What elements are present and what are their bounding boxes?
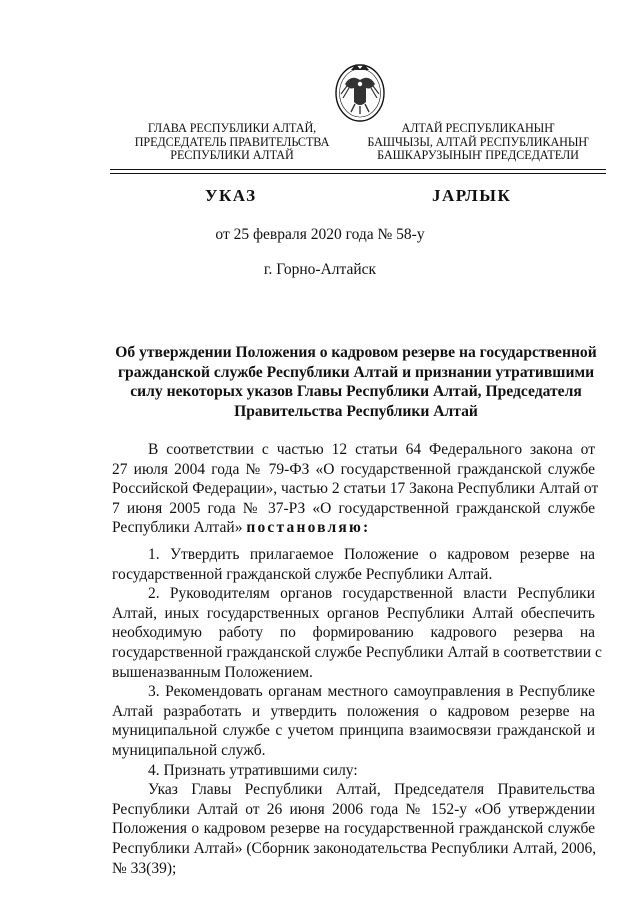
body-line: вышеназванным Положением. bbox=[112, 663, 313, 681]
body-line: государственной гражданской службе Республики Алтай. bbox=[112, 565, 493, 583]
body-line: № 33(39); bbox=[112, 859, 177, 877]
decree-items bbox=[112, 545, 602, 878]
body-line: 7 июня 2005 года № 37-РЗ «О государственной гражданской службе bbox=[112, 499, 595, 517]
body-line: В соответствии с частью 12 статьи 64 Федерального закона от bbox=[148, 441, 595, 458]
body-line: муниципальной служб. bbox=[112, 741, 266, 759]
title-line: силу некоторых указов Главы Республики Алтай, Председателя bbox=[130, 383, 582, 400]
issuer-header-russian bbox=[112, 122, 352, 163]
body-line: Республики Алтай» (Сборник законодательства Республики Алтай, 2006, bbox=[112, 839, 597, 857]
decree-city: г. Горно-Алтайск bbox=[263, 261, 377, 278]
body-line: необходимую работу по формированию кадрового резерва на bbox=[112, 624, 595, 642]
header-divider-thin bbox=[110, 173, 606, 174]
header-line: БАШЧЫЗЫ, АЛТАЙ РЕСПУБЛИКАНЫҤ bbox=[367, 134, 589, 149]
decree-title bbox=[112, 343, 600, 421]
body-line: Указ Главы Республики Алтай, Председателя Правительства bbox=[148, 781, 595, 799]
header-line: ПРЕДСЕДАТЕЛЬ ПРАВИТЕЛЬСТВА bbox=[134, 134, 330, 149]
body-line: 2. Руководителям органов государственной власти Республики bbox=[148, 585, 595, 603]
header-line: АЛТАЙ РЕСПУБЛИКАНЫҤ bbox=[401, 121, 555, 135]
decree-word: постановляю: bbox=[246, 519, 371, 537]
header-line: ГЛАВА РЕСПУБЛИКИ АЛТАЙ, bbox=[147, 121, 317, 135]
title-line: гражданской службе Республики Алтай и признании утратившими bbox=[117, 363, 595, 381]
decree-date-number: от 25 февраля 2020 года № 58-у bbox=[215, 226, 425, 243]
body-line: Республики Алтай» bbox=[112, 519, 243, 537]
header-line: РЕСПУБЛИКИ АЛТАЙ bbox=[170, 148, 294, 162]
body-line: Республики Алтай от 26 июня 2006 года № 152-у «Об утверждении bbox=[112, 800, 595, 818]
body-line: Алтай разработать и утвердить положения о кадровом резерве на bbox=[112, 702, 595, 720]
body-line: 27 июля 2004 года № 79-ФЗ «О государственной гражданской службе bbox=[112, 460, 595, 478]
body-line: 3. Рекомендовать органам местного самоуправления в Республике bbox=[148, 683, 595, 701]
body-line: государственной гражданской службе Республики Алтай в соответствии с bbox=[112, 643, 602, 661]
body-line: Положения о кадровом резерве на государственной гражданской службе bbox=[112, 820, 595, 838]
doc-type-russian: УКАЗ bbox=[205, 186, 257, 205]
coat-of-arms-emblem bbox=[333, 60, 387, 124]
title-line: Правительства Республики Алтай bbox=[234, 402, 478, 420]
body-line-final bbox=[112, 518, 595, 538]
preamble-paragraph bbox=[112, 440, 599, 538]
issuer-header-altai bbox=[348, 122, 608, 163]
body-line: 1. Утвердить прилагаемое Положение о кадровом резерве на bbox=[148, 546, 595, 563]
header-divider-thick bbox=[110, 169, 606, 170]
body-line: Алтай, иных государственных органов Республики Алтай обеспечить bbox=[112, 604, 595, 622]
body-line: муниципальной службе с учетом принципа взаимосвязи гражданской и bbox=[112, 722, 595, 740]
doc-type-altai: JАРЛЫК bbox=[432, 186, 512, 205]
body-line: 4. Признать утратившими силу: bbox=[148, 761, 358, 779]
header-line: БАШКАРУЗЫНЫҤ ПРЕДСЕДАТЕЛИ bbox=[377, 148, 579, 162]
title-line: Об утверждении Положения о кадровом резерве на государственной bbox=[115, 344, 597, 361]
body-line: Российской Федерации», частью 2 статьи 17 Закона Республики Алтай от bbox=[112, 480, 599, 498]
